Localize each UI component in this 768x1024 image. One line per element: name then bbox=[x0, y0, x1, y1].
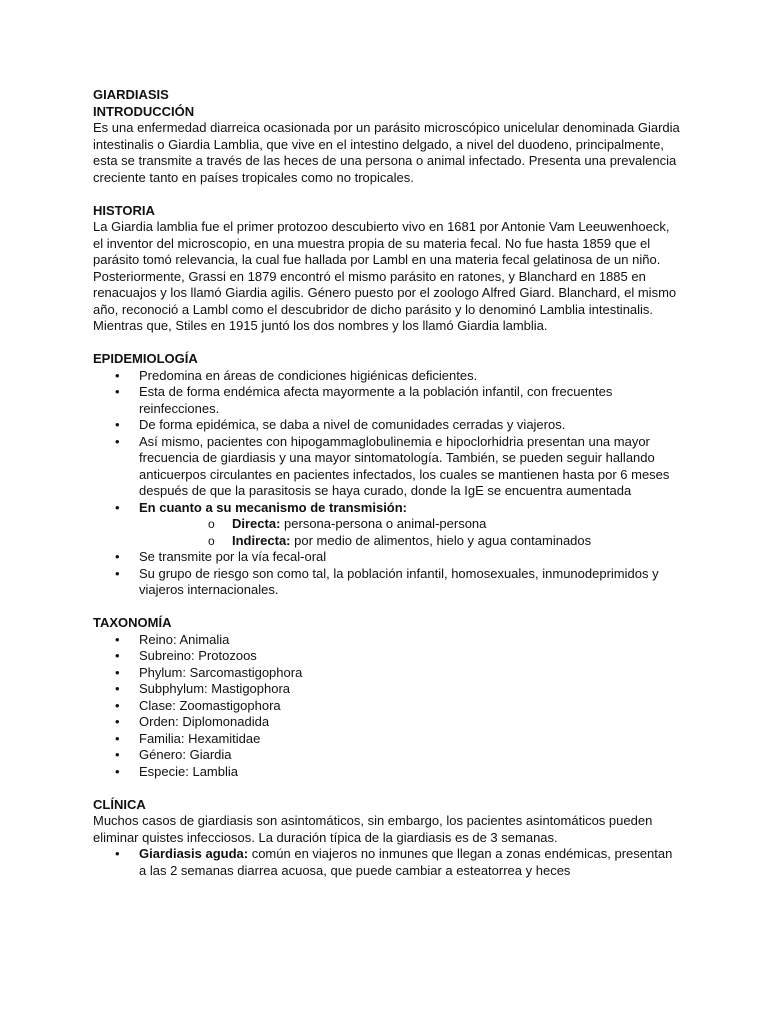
historia-paragraph: La Giardia lamblia fue el primer protozoo descubierto vivo en 1681 por Antonie Vam Leeuwenhoeck, el inventor del microscopio, en una muestra propia de su materia fecal. No fue hasta 1859 que el parásito tomó relevancia, la cual fue hallada por Lambl en una materia fecal gelatinosa de un niño. Posteriormente, Grassi en 1879 encontró el mismo parásito en ratones, y Blanchard en 1885 en renacuajos y los llamó Giardia agilis. Género puesto por el zoologo Alfred Giard. Blanchard, el mismo año, reconoció a Lambl como el descubridor de dicho parásito y lo denominó Lamblia intestinalis. Mientras que, Stiles en 1915 juntó los dos nombres y los llamó Giardia lamblia. bbox=[93, 219, 677, 333]
taxonomia-list bbox=[93, 632, 683, 781]
taxonomia-heading: TAXONOMÍA bbox=[93, 615, 172, 630]
list-item: • Familia: Hexamitidae bbox=[93, 731, 683, 748]
mecanismo-label: En cuanto a su mecanismo de transmisión: bbox=[139, 499, 408, 515]
list-item: • Clase: Zoomastigophora bbox=[93, 698, 683, 715]
list-item: • Se transmite por la vía fecal-oral bbox=[93, 549, 683, 566]
sub-list-item bbox=[139, 533, 683, 550]
epidemiologia-list bbox=[93, 368, 683, 599]
historia-heading: HISTORIA bbox=[93, 202, 155, 218]
document-body bbox=[93, 87, 683, 879]
list-item: • Orden: Diplomonadida bbox=[93, 714, 683, 731]
clinica-paragraph: Muchos casos de giardiasis son asintomáticos, sin embargo, los pacientes asintomáticos pueden eliminar quistes infecciosos. La duración típica de la giardiasis es de 3 semanas. bbox=[93, 813, 653, 845]
list-item: • Subphylum: Mastigophora bbox=[93, 681, 683, 698]
epidemiologia-heading: EPIDEMIOLOGÍA bbox=[93, 351, 198, 366]
list-item bbox=[93, 846, 683, 879]
clinica-list bbox=[93, 846, 683, 879]
list-item: • Reino: Animalia bbox=[93, 632, 683, 649]
sub-list-item bbox=[139, 516, 683, 533]
item-text: común en viajeros no inmunes que llegan a zonas endémicas, presentan a las 2 semanas diarrea acuosa, que puede cambiar a esteatorrea y heces bbox=[139, 846, 673, 878]
list-item: • Especie: Lamblia bbox=[93, 764, 683, 781]
list-item: • Predomina en áreas de condiciones higiénicas deficientes. bbox=[93, 368, 683, 385]
list-item: • Phylum: Sarcomastigophora bbox=[93, 665, 683, 682]
item-bold: Giardiasis aguda: bbox=[139, 846, 249, 861]
list-item: • Subreino: Protozoos bbox=[93, 648, 683, 665]
list-item: • Esta de forma endémica afecta mayormente a la población infantil, con frecuentes reinfecciones. bbox=[93, 384, 683, 417]
intro-paragraph: Es una enfermedad diarreica ocasionada por un parásito microscópico unicelular denominada Giardia intestinalis o Giardia Lamblia, que vive en el intestino delgado, a nivel del duodeno, principalmente, esta se transmite a través de las heces de una persona o animal infectado. Presenta una prevalencia creciente tanto en países tropicales como no tropicales. bbox=[93, 120, 680, 185]
list-item: • Su grupo de riesgo son como tal, la población infantil, homosexuales, inmunodeprimidos y viajeros internacionales. bbox=[93, 566, 683, 599]
sub-item-bold: Directa: bbox=[232, 516, 281, 531]
mecanismo-sublist bbox=[139, 516, 683, 549]
list-item: • De forma epidémica, se daba a nivel de comunidades cerradas y viajeros. bbox=[93, 417, 683, 434]
sub-item-text: por medio de alimentos, hielo y agua contaminados bbox=[290, 532, 592, 548]
clinica-heading: CLÍNICA bbox=[93, 796, 146, 812]
sub-item-bold: Indirecta: bbox=[232, 532, 291, 548]
list-item: • Género: Giardia bbox=[93, 747, 683, 764]
sub-item-text: persona-persona o animal-persona bbox=[280, 516, 487, 531]
list-item-mecanismo bbox=[93, 500, 683, 550]
intro-heading: INTRODUCCIÓN bbox=[93, 103, 195, 119]
document-title: GIARDIASIS bbox=[93, 87, 169, 102]
list-item: • Así mismo, pacientes con hipogammaglobulinemia e hipoclorhidria presentan una mayor frecuencia de giardiasis y una mayor sintomatología. También, se pueden seguir hallando anticuerpos circulantes en pacientes infectados, los cuales se mantienen hasta por 6 meses después de que la parasitosis se haya curado, donde la IgE se encuentra aumentada bbox=[93, 434, 683, 500]
